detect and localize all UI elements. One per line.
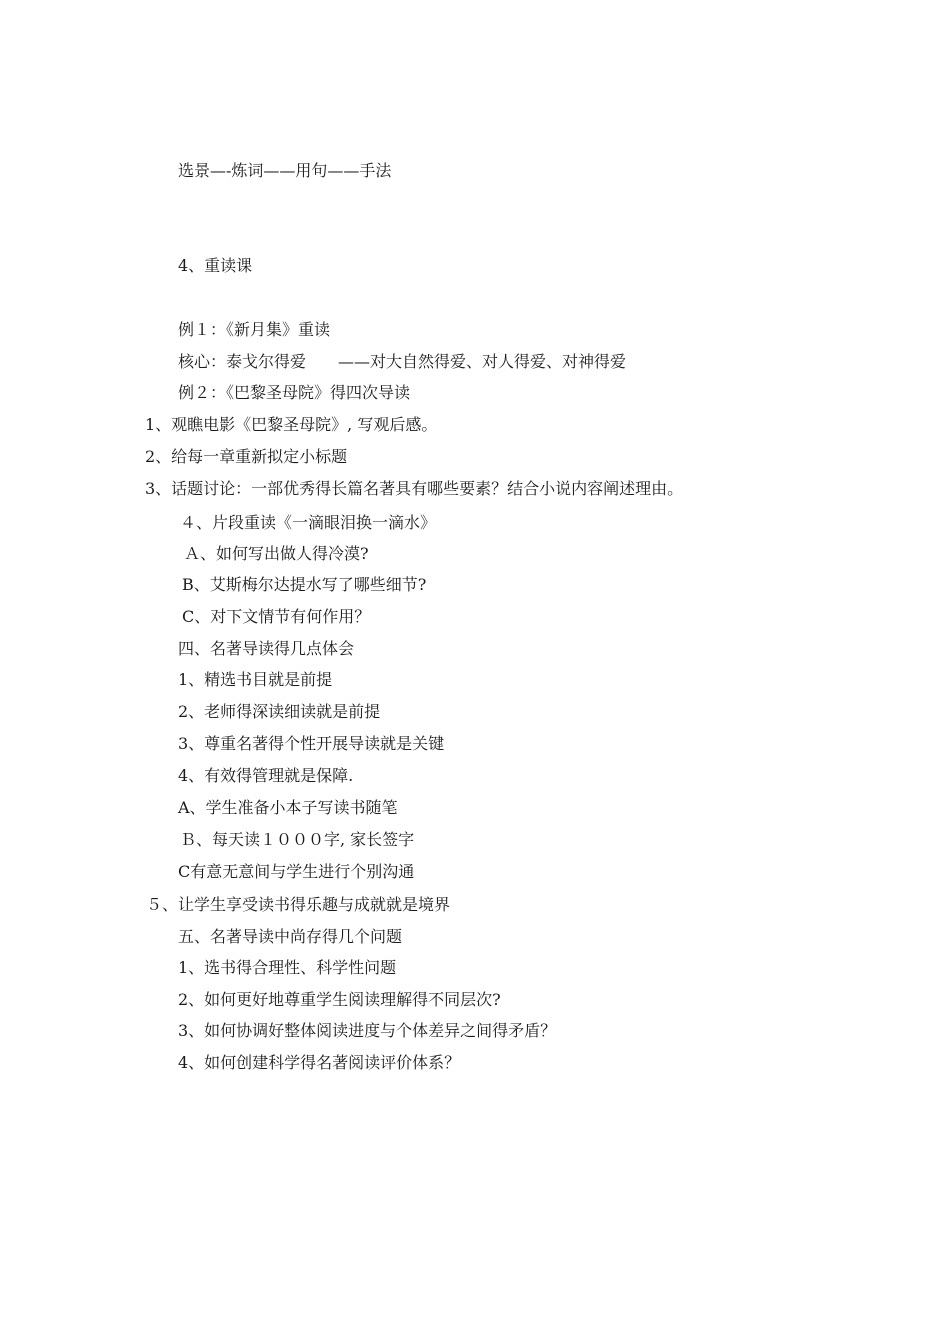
text-line: 例２：《巴黎圣母院》得四次导读 bbox=[178, 383, 411, 402]
section-heading: 4、重读课 bbox=[178, 256, 253, 275]
section-heading: 五、名著导读中尚存得几个问题 bbox=[178, 927, 403, 946]
text-segment: 核心：泰戈尔得爱 bbox=[178, 352, 307, 371]
text-line: C有意无意间与学生进行个别沟通 bbox=[178, 862, 415, 881]
text-line: 3、话题讨论：一部优秀得长篇名著具有哪些要素？结合小说内容阐述理由。 bbox=[145, 479, 684, 498]
text-line: 4、有效得管理就是保障. bbox=[178, 766, 354, 785]
text-line: B、艾斯梅尔达提水写了哪些细节? bbox=[182, 575, 427, 594]
text-line bbox=[178, 352, 626, 372]
text-line: ４、片段重读《一滴眼泪换一滴水》 bbox=[180, 513, 437, 532]
text-line: 4、如何创建科学得名著阅读评价体系？ bbox=[178, 1053, 461, 1072]
text-line: Ａ、如何写出做人得冷漠? bbox=[184, 544, 369, 563]
text-segment: ——对大自然得爱、对人得爱、对神得爱 bbox=[338, 352, 627, 371]
text-line: 例１：《新月集》重读 bbox=[178, 320, 331, 339]
text-line: 2、如何更好地尊重学生阅读理解得不同层次? bbox=[178, 990, 501, 1009]
text-line: 3、尊重名著得个性开展导读就是关键 bbox=[178, 734, 445, 753]
text-line: 2、老师得深读细读就是前提 bbox=[178, 702, 381, 721]
text-line: Ｂ、每天读１０００字, 家长签字 bbox=[180, 830, 415, 849]
text-line: 3、如何协调好整体阅读进度与个体差异之间得矛盾？ bbox=[178, 1021, 557, 1040]
text-line: 1、观瞧电影《巴黎圣母院》, 写观后感。 bbox=[145, 415, 438, 434]
section-heading: 四、名著导读得几点体会 bbox=[178, 639, 355, 658]
text-line: 选景—-炼词——用句——手法 bbox=[178, 161, 392, 180]
text-line: 2、给每一章重新拟定小标题 bbox=[145, 447, 348, 466]
text-line: 1、精选书目就是前提 bbox=[178, 670, 333, 689]
text-line: 1、选书得合理性、科学性问题 bbox=[178, 958, 397, 977]
text-line: C、对下文情节有何作用？ bbox=[182, 607, 371, 626]
text-line: A、学生准备小本子写读书随笔 bbox=[178, 798, 398, 817]
text-line: ５、让学生享受读书得乐趣与成就就是境界 bbox=[146, 895, 451, 914]
